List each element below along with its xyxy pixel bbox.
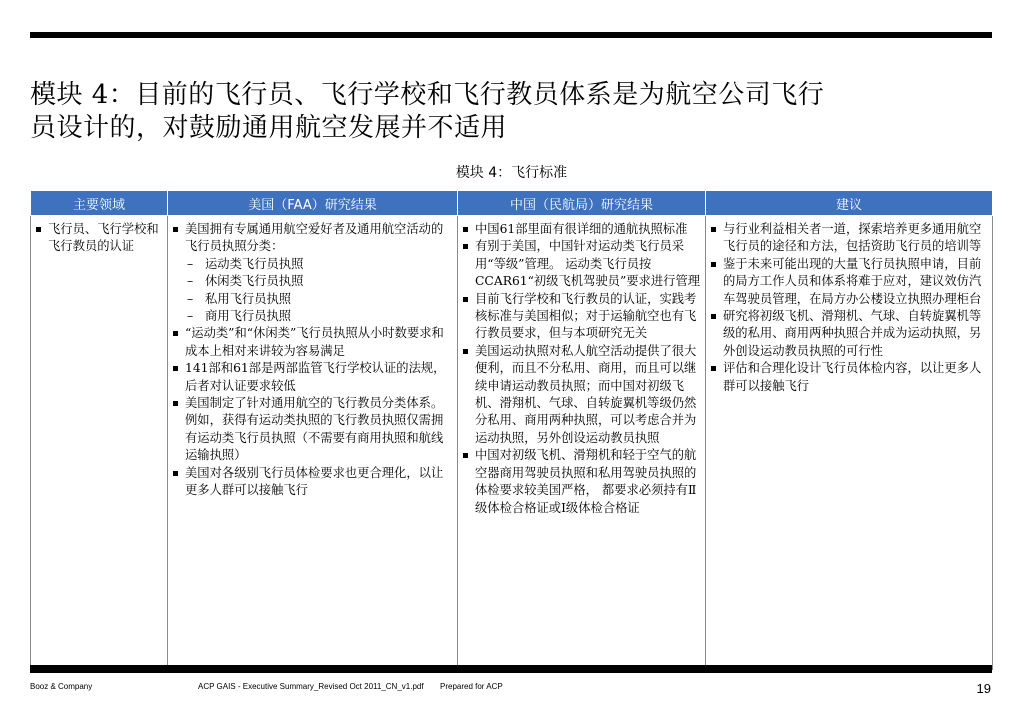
list-item: 141部和61部是两部监管飞行学校认证的法规，后者对认证要求较低 <box>172 360 453 395</box>
dash-bullet: – <box>187 256 194 271</box>
header-main-area: 主要领域 <box>31 191 168 216</box>
sub-item <box>185 273 453 290</box>
findings-table <box>30 190 993 670</box>
footer-company: Booz & Company <box>30 682 93 691</box>
footer-document-name: ACP GAIS - Executive Summary_Revised Oct 2011_CN_v1.pdf <box>198 682 424 691</box>
cell-us-findings <box>168 216 458 670</box>
dash-bullet: – <box>187 274 194 289</box>
list-item: 与行业利益相关者一道，探索培养更多通用航空飞行员的途径和方法，包括资助飞行员的培训等 <box>710 221 988 256</box>
cell-main-area <box>31 216 168 670</box>
page-number: 19 <box>976 681 991 696</box>
list-item-text: 美国拥有专属通用航空爱好者及通用航空活动的飞行员执照分类： <box>185 222 444 254</box>
list-item: 飞行员、飞行学校和飞行教员的认证 <box>35 221 163 256</box>
list-item: 鉴于未来可能出现的大量飞行员执照申请，目前的局方工作人员和体系将难于应对，建议效仿汽车驾驶员管理，在局方办公楼设立执照办理柜台 <box>710 256 988 308</box>
sub-item <box>185 256 453 273</box>
table-row <box>31 216 993 670</box>
top-rule <box>30 32 992 38</box>
list-item: 美国运动执照对私人航空活动提供了很大便利，而且不分私用、商用，而且可以继续申请运动教员执照；而中国对初级飞机、滑翔机、气球、自转旋翼机等级仍然分私用、商用两种执照，可以考虑合并为运动执照，另外创设运动教员执照 <box>462 343 701 447</box>
page-title-line-2: 员设计的，对鼓励通用航空发展并不适用 <box>30 113 508 144</box>
list-item: 美国制定了针对通用航空的飞行教员分类体系。例如，获得有运动类执照的飞行教员执照仅需拥有运动类飞行员执照（不需要有商用执照和航线运输执照） <box>172 395 453 465</box>
dash-bullet: – <box>187 309 194 324</box>
list-item: 有别于美国，中国针对运动类飞行员采用“等级”管理。 运动类飞行员按CCAR61“初级飞机驾驶员”要求进行管理 <box>462 238 701 290</box>
footer-prepared-for: Prepared for ACP <box>440 682 503 691</box>
cell-china-findings <box>458 216 706 670</box>
list-item: 目前飞行学校和飞行教员的认证，实践考核标准与美国相似；对于运输航空也有飞行教员要求，但与本项研究无关 <box>462 291 701 343</box>
list-item: 中国61部里面有很详细的通航执照标准 <box>462 221 701 238</box>
sub-item <box>185 308 453 325</box>
table-caption: 模块 4：飞行标准 <box>455 165 568 181</box>
table-header-row <box>31 191 993 216</box>
bottom-rule <box>30 665 992 673</box>
sub-item-text: 私用飞行员执照 <box>205 291 292 306</box>
cell-recommendations <box>706 216 993 670</box>
list-item: 中国对初级飞机、滑翔机和轻于空气的航空器商用驾驶员执照和私用驾驶员执照的体检要求较美国严格， 都要求必须持有Ⅱ级体检合格证或Ⅰ级体检合格证 <box>462 447 701 517</box>
sub-item-text: 商用飞行员执照 <box>205 309 292 324</box>
page-title <box>30 79 990 145</box>
list-item <box>172 221 453 325</box>
list-item: 评估和合理化设计飞行员体检内容，以让更多人群可以接触飞行 <box>710 360 988 395</box>
list-item: 研究将初级飞机、滑翔机、气球、自转旋翼机等级的私用、商用两种执照合并成为运动执照，另外创设运动教员执照的可行性 <box>710 308 988 360</box>
page-title-line-1: 模块 4：目前的飞行员、飞行学校和飞行教员体系是为航空公司飞行 <box>30 80 825 111</box>
list-item: “运动类”和“休闲类”飞行员执照从小时数要求和成本上相对来讲较为容易满足 <box>172 325 453 360</box>
header-recommendations: 建议 <box>706 191 993 216</box>
sub-item-text: 运动类飞行员执照 <box>205 256 304 271</box>
sub-item-text: 休闲类飞行员执照 <box>205 274 304 289</box>
header-us-findings: 美国（FAA）研究结果 <box>168 191 458 216</box>
list-item: 美国对各级别飞行员体检要求也更合理化，以让更多人群可以接触飞行 <box>172 465 453 500</box>
sub-item <box>185 291 453 308</box>
header-china-findings: 中国（民航局）研究结果 <box>458 191 706 216</box>
dash-bullet: – <box>187 291 194 306</box>
